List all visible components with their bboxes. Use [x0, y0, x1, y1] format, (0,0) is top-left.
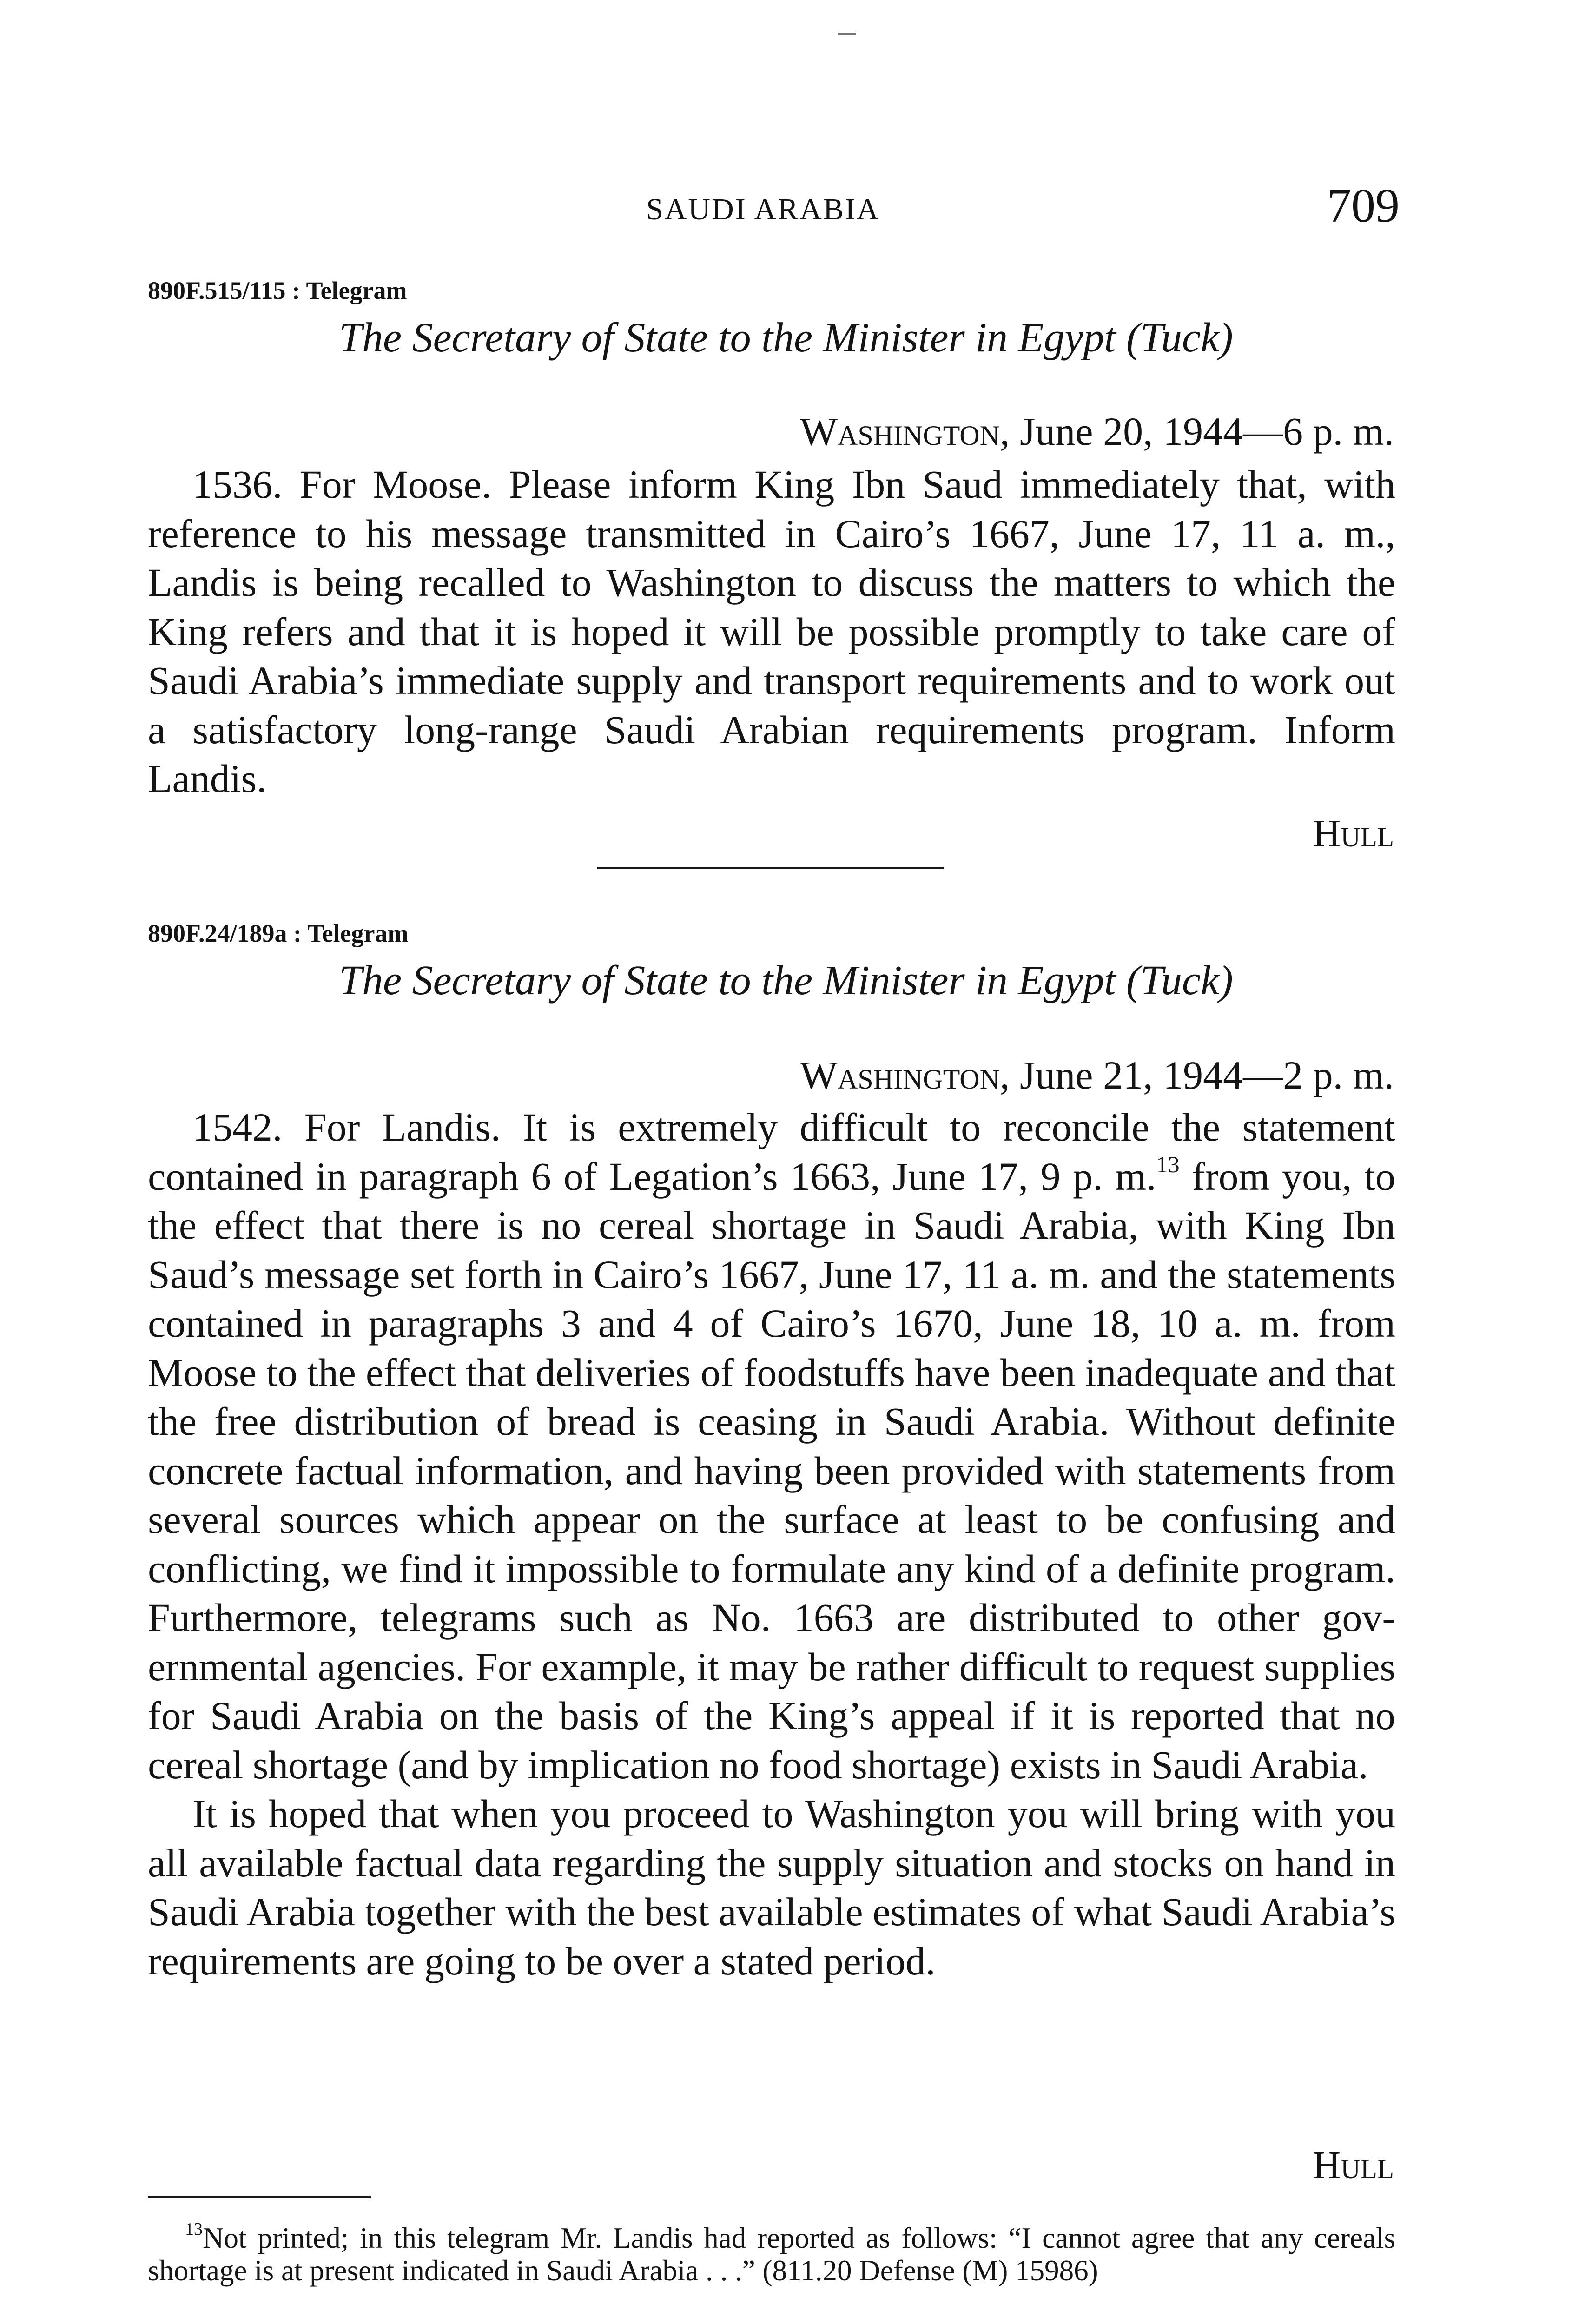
dateline-place: Washington — [799, 1053, 1000, 1097]
file-reference-1: 890F.515/115 : Telegram — [148, 277, 407, 304]
paragraph-text: from you, to the effect that there is no cereal shortage in Saudi Arabia, with King Ibn Saud’s message set forth in Cairo’s 1667, June 17, 11 a. m. and the statements contained in paragraphs 3 and 4 of Cairo’s 1670, June 18, 10 a. m. from Moose to the effect that deliveries of foodstuffs have been inadequate and that the free distribution of bread is ceasing in Saudi Arabia. Without definite concrete factual information, and having been provided with statements from several sources which appear on the surface at least to be confusing and conflicting, we find it impossible to formulate any kind of a definite program. Furthermore, telegrams such as No. 1663 are distributed to other governmental agencies. For example, it may be rather difficult to request supplies for Saudi Arabia on the basis of the King’s appeal if it is reported that no cereal shortage (and by implication no food shortage) exists in Saudi Arabia. — [148, 1154, 1395, 1787]
telegram-paragraph: 1536. For Moose. Please inform King Ibn Saud immediately that, with reference to his message transmitted in Cairo’s 1667, June 17, 11 a. m., Landis is being recalled to Washington to discuss the matters to which the King refers and that it is hoped it will be possible promptly to take care of Saudi Arabia’s immediate supply and transport requirements and to work out a satisfactory long-range Saudi Arabian requirements program. Inform Landis. — [148, 462, 1395, 801]
signature-2: Hull — [1312, 2144, 1394, 2187]
document-heading-2: The Secretary of State to the Minister in Egypt (Tuck) — [339, 957, 1233, 1004]
telegram-body-1 — [148, 460, 1395, 804]
dateline-date: , June 21, 1944—2 p. m. — [999, 1053, 1394, 1097]
footnote-marker: 13 — [185, 2219, 203, 2239]
footnote — [148, 2219, 1395, 2287]
document-heading-1: The Secretary of State to the Minister in Egypt (Tuck) — [339, 315, 1233, 361]
page-number: 709 — [1327, 179, 1400, 232]
paragraph-text: 1542. For Landis. It is extremely difficult to reconcile the statement contained in paragraph 6 of Legation’s 1663, June 17, 9 p. m. — [148, 1105, 1395, 1199]
footnote-divider — [148, 2196, 371, 2198]
running-head — [0, 179, 1572, 232]
page-edge-mark — [838, 33, 856, 35]
dateline-2 — [800, 1052, 1394, 1098]
signature-1: Hull — [1312, 812, 1394, 855]
footnote-text: Not printed; in this telegram Mr. Landis had reported as follows: “I cannot agree that any cereals shortage is at present indicated in Saudi Arabia . . .” (811.20 Defense (M) 15986) — [148, 2222, 1395, 2287]
telegram-paragraph — [148, 1103, 1395, 1789]
footnote-reference: 13 — [1156, 1151, 1180, 1177]
running-title: SAUDI ARABIA — [646, 192, 880, 226]
footnote-paragraph — [148, 2219, 1395, 2287]
section-divider — [597, 867, 944, 869]
dateline-place: Washington — [799, 409, 1000, 454]
dateline-date: , June 20, 1944—6 p. m. — [999, 409, 1394, 454]
telegram-body-2 — [148, 1103, 1395, 1986]
telegram-paragraph: It is hoped that when you proceed to Washington you will bring with you all available factual data regarding the supply situation and stocks on hand in Saudi Arabia together with the best available estimates of what Saudi Arabia’s requirements are going to be over a stated period. — [148, 1791, 1395, 1983]
dateline-1 — [800, 408, 1394, 455]
file-reference-2: 890F.24/189a : Telegram — [148, 919, 409, 947]
